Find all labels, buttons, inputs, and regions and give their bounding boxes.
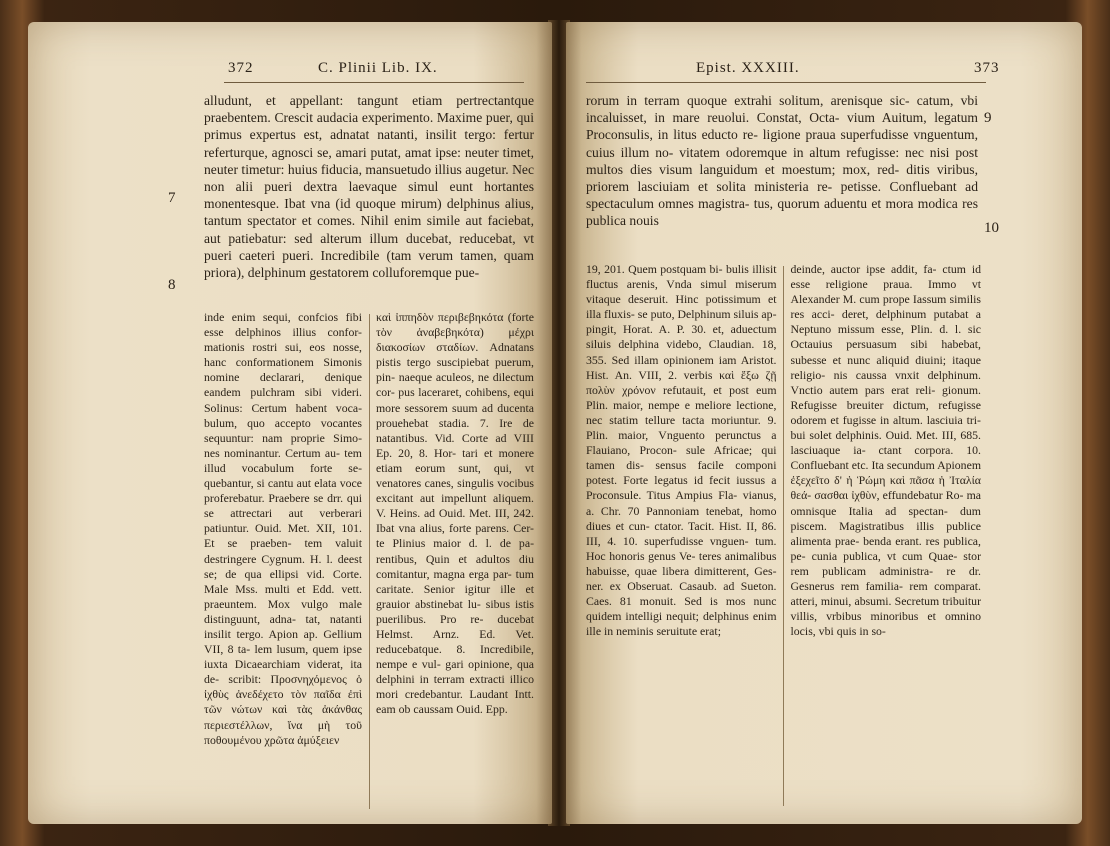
page-number: 373 [974, 60, 1000, 76]
column-divider [783, 266, 784, 806]
main-text-body: alludunt, et appellant: tangunt etiam pertrectantque praebentem. Crescit audacia experimento. Maxime puer, qui primus expertus est, adnatat natanti, insilit tergo: fertur referturque, agnosci se, amari putat, amat ipse: neuter timet, neuter timetur: huius fiducia, mansuetudo illius augetur. Nec non alii pueri dextra laevaque simul eunt hortantes monentesque. Ibat vna (id quoque mirum) delphinus alius, tantum spectator et comes. Nihil enim simile aut faciebat, aut patiebatur: sed alterum illum ducebat, reducebat, vt pueri caeteri pueri. Incredibile (tam verum tamen, quam priora), delphinum gestatorem colluforemque pue- [204, 93, 534, 281]
main-text [586, 92, 978, 230]
commentary-text: 19, 201. Quem postquam bi- bulis illisit fluctus arenis, Vnda simul miserum vitaque deseruit. Hinc potissimum et illa fluxis- se puto, Delphinum siluis ap- pingit, Horat. A. P. 30. et, aduectum siluis delphina videbo, Claudian. 18, 355. Sed illam opinionem iam Aristot. Hist. An. VIII, 2. verbis καὶ ἔξω ζῇ πολὺν χρόνον refutauit, et post eum Plin. maior, nempe e meliore lectione, nec statim tellure tacta moriuntur. 9. Plin. maior, Vnguento perunctus a Flauiano, Procon- sule Africae; qui tamen dis- sensus facile componi potest. Forte legatus id fecit iussus a Proconsule. Titus Ampius Fla- vianus, a. Chr. 70 Pannoniam tenebat, homo diues et cun- ctator. Tacit. Hist. II, 86. III, 4. 10. superfudisse vnguen- tum. Hoc honoris genus Ve- teres animalibus habuisse, quae libera dimitterent, Ges- ner. ex Obseruat. Casaub. ad Sueton. Caes. 81 monuit. Sed is mos nunc quidem intelligi nequit; delphinus enim ille in neminis seruitute erat; [586, 262, 777, 639]
commentary-column [204, 310, 362, 815]
main-text [204, 92, 534, 281]
header-rule [586, 82, 986, 83]
left-page [28, 22, 552, 824]
commentary-column [586, 262, 777, 812]
margin-number: 8 [168, 277, 176, 293]
column-divider [369, 314, 370, 809]
margin-number: 7 [168, 190, 176, 206]
commentary-text: inde enim sequi, confcios fibi esse delphinos illius confor- mationis rostri sui, eos nosse, hanc conformationem Simonis nomine declarari, denique eandem pulchram sibi videri. Solinus: Certum habent voca- bulum, quo accepto vocantes sequuntur: nam proprie Simo- nes nominantur. Certum au- tem illud vocabulum forte se- quebantur, si cantu aut elata voce proferebatur. Praebere se drr. qui se attrectari aut verberari patiuntur. Ouid. Met. XII, 101. Et se praeben- tem valuit destringere Cygnum. H. l. deest se; de qua ellipsi vid. Corte. Male Mss. multi et Edd. vett. praeuntem. Mox vulgo male distinguunt, adna- tat, natanti insilit tergo. Apion ap. Gellium VII, 8 ta- lem lusum, quem ipse iuxta Dicaearchiam viderat, ita de- scribit: Προσνηχόμενος ὁ ἰχθὺς ἀνεδέχετο τὸν παῖδα ἐπὶ τῶν νώτων καὶ τὰς ἀκάνθας περιεστέλλων, ἵνα μὴ τοῦ ποθουμένου χρῶτα ἀμύξειεν [204, 310, 362, 747]
right-page [566, 22, 1082, 824]
commentary-column [791, 262, 982, 812]
running-head: C. Plinii Lib. IX. [318, 60, 438, 76]
margin-number: 9 [984, 110, 992, 126]
commentary-column [376, 310, 534, 815]
commentary-text: καὶ ἱππηδὸν περιβεβηκότα (forte τὸν ἀναβεβηκότα) μέχρι διακοσίων σταδίων. Adnatans pistis tergo suscipiebat puerum, pin- naeque aculeos, ne dilectum cor- pus laceraret, cohibens, equi more sessorem suum ad ducenta prouehebat stadia. 7. Ire de natantibus. Vid. Corte ad VIII Ep. 20, 8. Hor- tari et monere etiam eorum sunt, qui, vt venatores canes, singulis vocibus excitant aut impellunt aliquem. V. Heins. ad Ouid. Met. III, 242. Ibat vna alius, forte parens. Cer- te Plinius maior d. l. de pa- rentibus, Quin et adultos diu comitantur, magna erga par- tum caritate. Senior igitur ille et grauior abstinebat lu- sibus istis puerilibus. Pro re- ducebat Helmst. Arnz. Ed. Vet. reducebatque. 8. Incredibile, nempe e vul- gari opinione, qua delphini in terram extracti illico mori credebantur. Laudant Intt. eam ob caussam Ouid. Epp. [376, 310, 534, 717]
running-head: Epist. XXXIII. [696, 60, 800, 76]
margin-number: 10 [984, 220, 999, 236]
header-rule [224, 82, 524, 83]
page-number: 372 [228, 60, 254, 76]
main-text-body: rorum in terram quoque extrahi solitum, arenisque sic- catum, vbi incaluisset, in mare reuolui. Constat, Octa- vium Auitum, legatum Proconsulis, in litus educto re- ligione praua superfudisse vnguentum, cuius illum no- vitatem odoremque in altum refugisse: nec nisi post multos dies visum languidum et moestum; mox, red- ditis viribus, priorem lasciuiam et solita ministeria re- petisse. Confluebant ad spectaculum omnes magistra- tus, quorum aduentu et mora modica res publica nouis [586, 93, 978, 229]
commentary-text: deinde, auctor ipse addit, fa- ctum id esse religione praua. Immo vt Alexander M. cum prope Iassum similis res acci- deret, delphinum putabat a Neptuno missum esse, Plin. d. l. sic Octauius persuasum sibi habebat, subesse et nunc aliquid diuini; itaque religio- nis caussa vnxit delphinum. Vnctio autem pars erat reli- gionum. Refugisse breuiter dictum, refugisse odorem et fugisse in altum. lasciuia tri- bui solet delphinis. Ouid. Met. III, 685. lasciuaque ia- ctant corpora. 10. Confluebant etc. Ita secundum Apionem ἐξεχεῖτο δ' ἡ Ῥώμη καὶ πᾶσα ἡ Ἰταλία θεά- σασθαι ἰχθὺν, effundebatur Ro- ma omnisque Italia ad spectan- dum piscem. Magistratibus illis publice alimenta prae- benda erant. res publica, pe- cunia publica, vt cum Quae- stor rem publicam administra- re dr. Gesnerus rem familia- rem comparat. atteri, minui, absumi. Secretum tribuitur villis, vrbibus minoribus et omnino locis, vbi quis in so- [790, 262, 981, 639]
